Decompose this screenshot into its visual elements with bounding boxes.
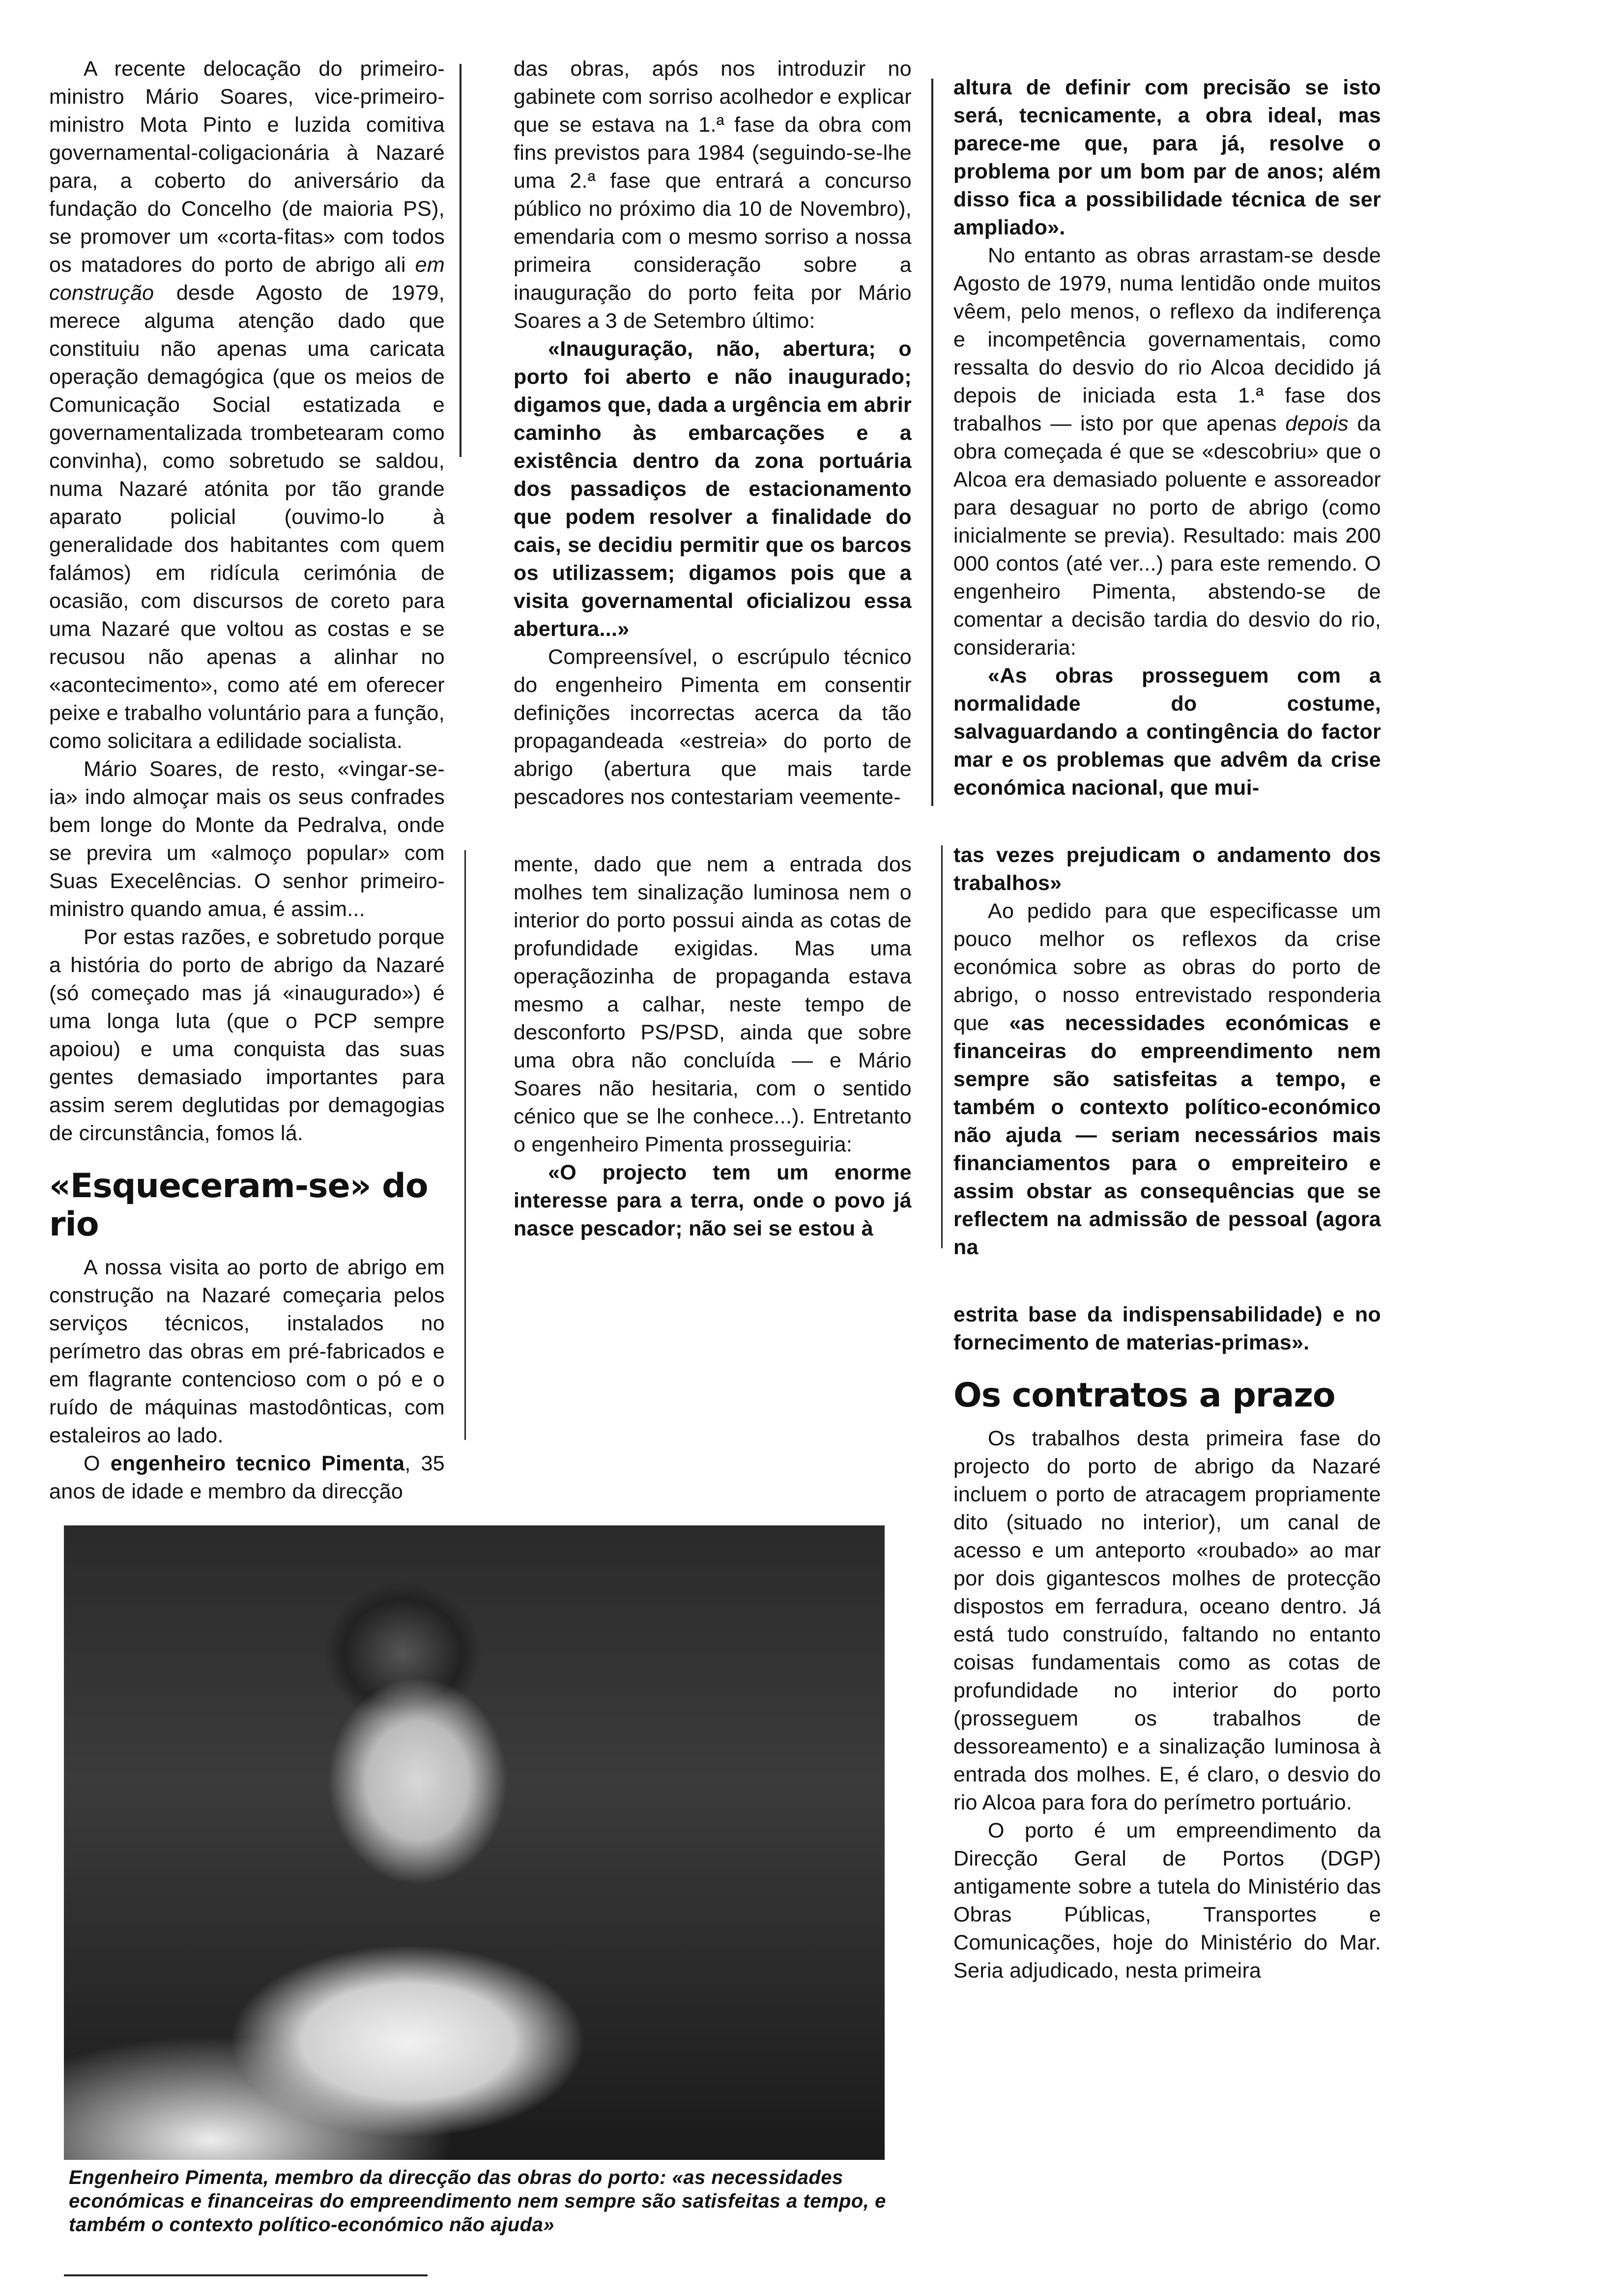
- text: O: [84, 1452, 111, 1475]
- column-divider: [941, 845, 943, 1248]
- column-2-bottom: [514, 851, 912, 1243]
- section-heading: «Esqueceram-se» do rio: [49, 1167, 428, 1244]
- column-divider: [931, 79, 933, 806]
- italic-text: em construção: [49, 253, 445, 305]
- column-3-middle: [953, 841, 1381, 1262]
- column-3-top: [953, 74, 1381, 802]
- section-heading: Os contratos a prazo: [953, 1376, 1335, 1415]
- paragraph: [49, 55, 445, 755]
- paragraph: Compreensível, o escrúpulo técnico do engenheiro Pimenta em consentir definições incorrectas acerca da tão propagandeada «estreia» do porto de abrigo (abertura que mais tarde pescadores nos contestariam veemente-: [514, 645, 912, 809]
- column-divider: [464, 850, 466, 1440]
- quote: «Inauguração, não, abertura; o porto foi aberto e não inaugurado; digamos que, dada a urgência em abrir caminho às embarcações e a existência dentro da zona portuária dos passadiços de estacionamento que podem resolver a finalidade do cais, se decidiu permitir que os barcos os utilizassem; digamos pois que a visita governamental oficializou essa abertura...»: [514, 337, 912, 641]
- quote: estrita base da indispensabilidade) e no fornecimento de materias-primas».: [953, 1303, 1381, 1354]
- column-3-bottom: [953, 1301, 1381, 1357]
- text: , 35 anos de idade e membro da direcção: [49, 1452, 445, 1503]
- column-3: [953, 74, 1381, 1985]
- text: No entanto as obras arrastam-se desde Agosto de 1979, numa lentidão onde muitos vêem, pelo menos, o reflexo da indiferença e incompetência governamentais, como ressalta do desvio do rio Alcoa decidido já depois de iniciada esta 1.ª fase dos trabalhos — isto por que apenas: [953, 244, 1381, 435]
- column-break: [953, 802, 1381, 841]
- column-break: [514, 811, 912, 851]
- bold-text: «as necessidades económicas e financeiras do empreendimento nem sempre são satisfeitas a tempo, e também o contexto político-económico não ajuda — seriam necessários mais financiamentos para o empreiteiro e assim obstar as consequências que se reflectem na admissão de pessoal (agora na: [953, 1011, 1382, 1259]
- column-3-end: [953, 1425, 1381, 1985]
- photo-engineer-pimenta: [64, 1525, 885, 2160]
- column-1-bottom: [49, 1254, 445, 1506]
- quote: «O projecto tem um enorme interesse para a terra, onde o povo já nasce pescador; não sei se estou à: [514, 1161, 912, 1240]
- quote: «As obras prosseguem com a normalidade do costume, salvaguardando a contingência do factor mar e os problemas que advêm da crise económica nacional, que mui-: [953, 664, 1381, 800]
- paragraph: [953, 897, 1381, 1262]
- bold-text: engenheiro tecnico Pimenta: [110, 1452, 405, 1475]
- column-2-top: [514, 55, 912, 811]
- italic-text: depois: [1285, 412, 1349, 435]
- text: A recente delocação do primeiro-ministro Mário Soares, vice-primeiro-ministro Mota Pinto e luzida comitiva governamental-coligacionária à Nazaré para, a coberto do aniversário da fundação do Concelho (de maioria PS), se promover um «corta-fitas» com todos os matadores do porto de abrigo ali: [49, 57, 445, 277]
- paragraph: [953, 242, 1381, 662]
- quote: tas vezes prejudicam o andamento dos trabalhos»: [953, 843, 1381, 895]
- photo-caption: Engenheiro Pimenta, membro da direcção das obras do porto: «as necessidades económicas e financeiras do empreendimento nem sempre são satisfeitas a tempo, e também o contexto político-económico não ajuda»: [69, 2167, 886, 2236]
- paragraph: Por estas razões, e sobretudo porque a história do porto de abrigo da Nazaré (só começado mas já «inaugurado») é uma longa luta (que o PCP sempre apoiou) e uma conquista das suas gentes demasiado importantes para assim serem deglutidas por demagogias de circunstância, fomos lá.: [49, 925, 445, 1145]
- text: Ao pedido para que especificasse um pouco melhor os reflexos da crise económica sobre as obras do porto de abrigo, o nosso entrevistado responderia que: [953, 899, 1381, 1035]
- paragraph: mente, dado que nem a entrada dos molhes tem sinalização luminosa nem o interior do porto possui ainda as cotas de profundidade exigidas. Mas uma operaçãozinha de propaganda estava mesmo a calhar, neste tempo de desconforto PS/PSD, ainda que sobre uma obra não concluída — e Mário Soares não hesitaria, com o sentido cénico que se lhe conhece...). Entretanto o engenheiro Pimenta prosseguiria:: [514, 853, 912, 1156]
- paragraph: das obras, após nos introduzir no gabinete com sorriso acolhedor e explicar que se estava na 1.ª fase da obra com fins previstos para 1984 (seguindo-se-lhe uma 2.ª fase que entrará a concurso público no próximo dia 10 de Novembro), emendaria com o mesmo sorriso a nossa primeira consideração sobre a inauguração do porto feita por Mário Soares a 3 de Setembro último:: [514, 57, 912, 333]
- column-break: [953, 1262, 1381, 1301]
- column-1: [49, 55, 445, 1506]
- paragraph: Mário Soares, de resto, «vingar-se-ia» indo almoçar mais os seus confrades bem longe do Monte da Pedralva, onde se previra um «almoço popular» com Suas Execelências. O senhor primeiro-ministro quando amua, é assim...: [49, 757, 445, 921]
- paragraph: A nossa visita ao porto de abrigo em construção na Nazaré começaria pelos serviços técnicos, instalados no perímetro das obras em pré-fabricados e em flagrante contencioso com o pó e o ruído de máquinas mastodônticas, com estaleiros ao lado.: [49, 1256, 445, 1447]
- paragraph: [49, 1450, 445, 1506]
- text: da obra começada é que se «descobriu» que o Alcoa era demasiado poluente e assoreador para desaguar no porto de abrigo (como inicialmente se previa). Resultado: mais 200 000 contos (até ver...) para este remendo. O engenheiro Pimenta, abstendo-se de comentar a decisão tardia do desvio do rio, consideraria:: [953, 412, 1381, 660]
- paragraph: O porto é um empreendimento da Direcção Geral de Portos (DGP) antigamente sobre a tutela do Ministério das Obras Públicas, Transportes e Comunicações, hoje do Ministério do Mar. Seria adjudicado, nesta primeira: [953, 1819, 1381, 1982]
- text: desde Agosto de 1979, merece alguma atenção dado que constituiu não apenas uma caricata operação demagógica (que os meios de Comunicação Social estatizada e governamentalizada trombetearam como convinha), como sobretudo se saldou, numa Nazaré atónita por tão grande aparato policial (ouvimo-lo à generalidade dos habitantes com quem falámos) em ridícula cerimónia de ocasião, com discursos de coreto para uma Nazaré que voltou as costas e se recusou não apenas a alinhar no «acontecimento», como até em oferecer peixe e trabalho voluntário para a função, como solicitara a edilidade socialista.: [49, 281, 445, 753]
- column-1-top: [49, 55, 445, 1148]
- column-divider: [460, 64, 461, 457]
- column-2: [514, 55, 912, 1243]
- bottom-rule: [64, 2274, 428, 2276]
- quote: altura de definir com precisão se isto será, tecnicamente, a obra ideal, mas parece-me que, para já, resolve o problema por um bom par de anos; além disso fica a possibilidade técnica de ser ampliado».: [953, 76, 1381, 239]
- paragraph: Os trabalhos desta primeira fase do projecto do porto de abrigo da Nazaré incluem o porto de atracagem propriamente dito (situado no interior), um canal de acesso e um anteporto «roubado» ao mar por dois gigantescos molhes de protecção dispostos em ferradura, oceano dentro. Já está tudo construído, faltando no entanto coisas fundamentais como as cotas de profundidade no interior do porto (prosseguem os trabalhos de dessoreamento) e a sinalização luminosa à entrada dos molhes. E, é claro, o desvio do rio Alcoa para fora do perímetro portuário.: [953, 1427, 1381, 1814]
